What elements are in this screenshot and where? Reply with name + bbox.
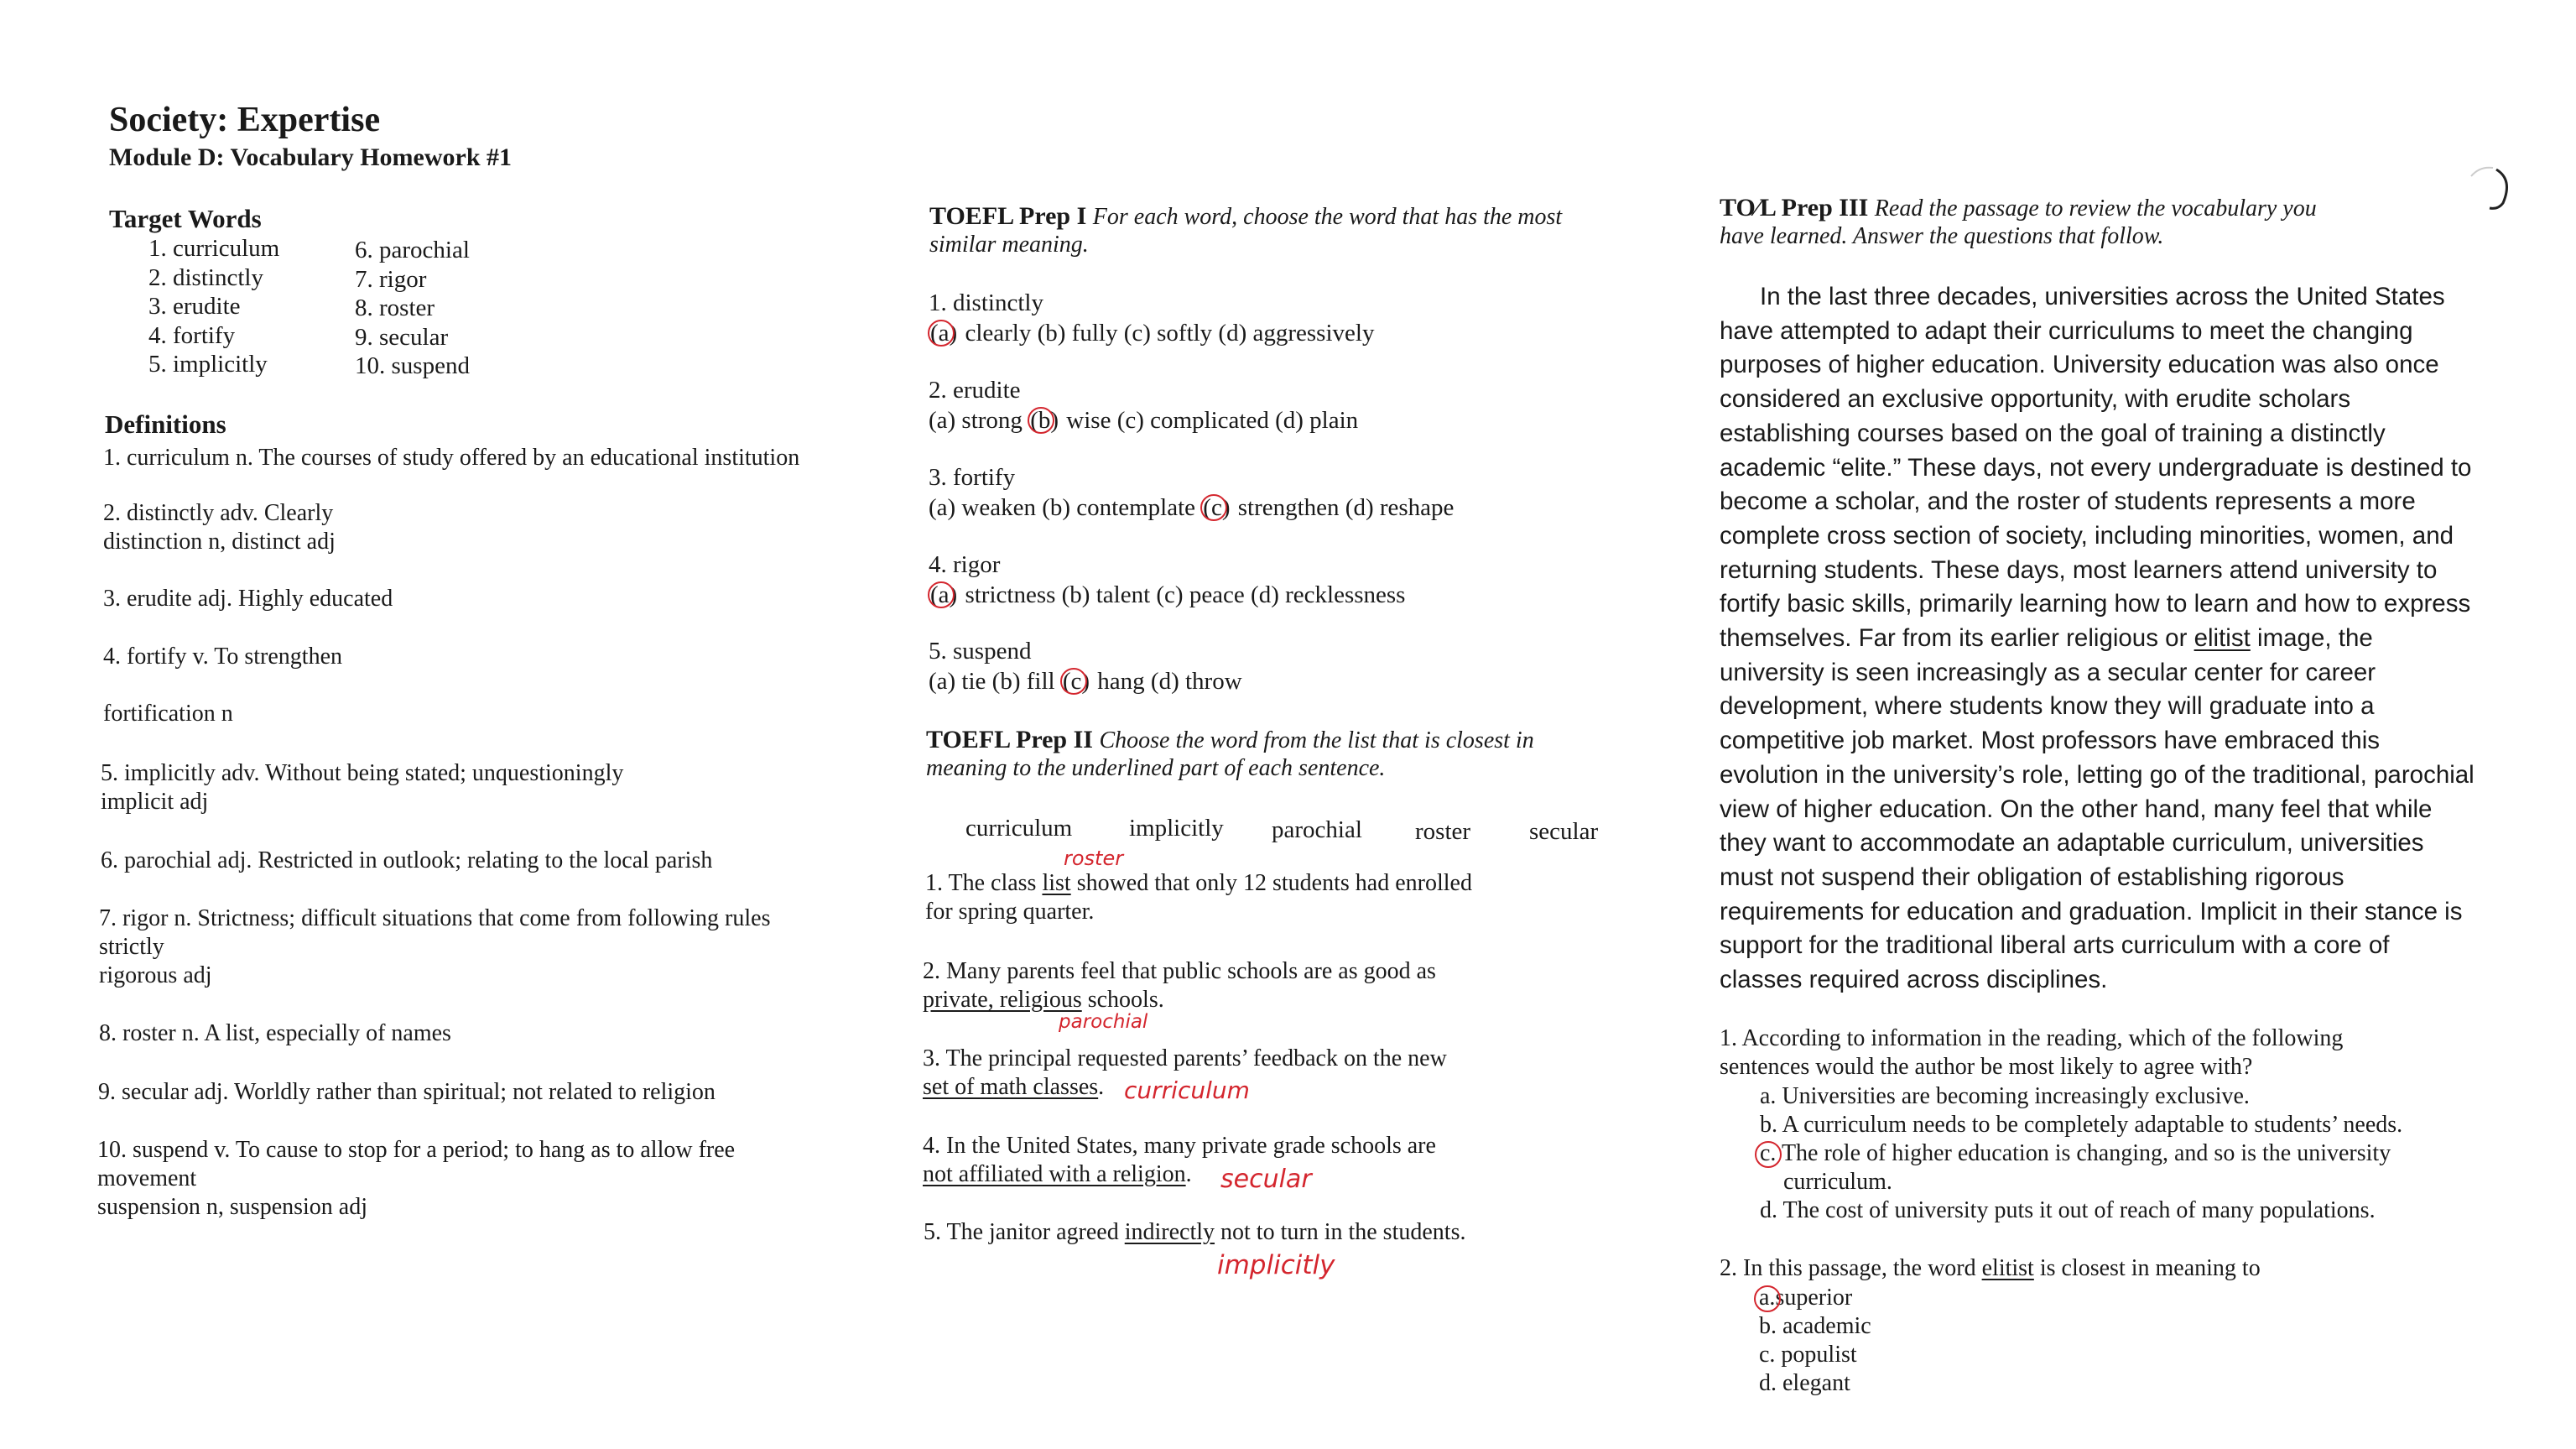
prep1-header [929, 201, 1562, 232]
answer-options: (a) weaken (b) contemplate (c) strengthen (d) reshape [929, 494, 1455, 521]
answer-options: (a) tie (b) fill (c) hang (d) throw [929, 668, 1242, 695]
definition-item [97, 1136, 735, 1222]
prep2-instruction-cont: meaning to the underlined part of each sentence. [926, 755, 1386, 781]
circled-answer: (b) [1028, 405, 1060, 435]
definition-line: 5. implicitly adv. Without being stated; unquestioningly [101, 760, 624, 786]
reading-passage: In the last three decades, universities across the United States have attempted to adapt their curriculums to meet the changing purposes of higher education. University education was also once considered an exclusive opportunity, with erudite scholars establishing courses based on the goal of training a distinctly academic “elite.” These days, not every undergraduate is destined to become a scholar, and the roster of students represents a more complete cross section of society, including minorities, women, and returning students. These days, most learners attend university to fortify basic skills, primarily learning how to learn and how to express themselves. Far from its earlier religious or elitist image, the university is seen increasingly as a secular center for career development, where students know they will graduate into a competitive job market. Most professors have embraced this evolution in the university’s role, letting go of the traditional, parochial view of higher education. On the other hand, many feel that while they want to accommodate an adaptable curriculum, universities must not suspend their obligation of establishing rigorous requirements for education and graduation. Implicit in their stance is support for the traditional liberal arts curriculum with a core of classes required across disciplines. [1720, 283, 2475, 994]
definition-item [103, 444, 799, 472]
definitions-heading: Definitions [105, 409, 226, 439]
circled-answer: (a) [929, 580, 959, 610]
target-word: 3. erudite [148, 293, 241, 320]
word-bank-item: roster [1415, 818, 1471, 845]
prep3-q1-options: a. Universities are becoming increasingly exclusive. b. A curriculum needs to be completely adaptable to students’ needs. c. The role of higher education is changing, and so is the university curriculum. d. The cost of university puts it out of reach of many populations. [1760, 1082, 2402, 1225]
underlined-phrase: indirectly [1124, 1219, 1215, 1245]
prep2-question: 1. The class list showed that only 12 students had enrolled for spring quarter. [925, 870, 1472, 925]
word-bank-item: secular [1529, 818, 1599, 845]
question-word: 1. distinctly [929, 289, 1043, 316]
answer-option: b. academic [1759, 1313, 1871, 1339]
definition-item [101, 847, 712, 875]
answer-options: (a) strictness (b) talent (c) peace (d) recklessness [929, 580, 1405, 610]
underlined-phrase: list [1042, 870, 1071, 896]
prep1-question [929, 375, 1358, 435]
prep1-heading: TOEFL Prep I [929, 202, 1087, 230]
definition-line: fortification n [103, 701, 233, 727]
underlined-word: elitist [1981, 1255, 2034, 1281]
page-title: Society: Expertise [109, 101, 381, 139]
target-word: 4. fortify [148, 321, 236, 349]
answer-options: (a) strong (b) wise (c) complicated (d) plain [929, 407, 1359, 434]
prep3-instruction-cont: have learned. Answer the questions that follow. [1720, 223, 2164, 249]
definition-item [103, 585, 393, 613]
target-word: 2. distinctly [148, 263, 263, 291]
target-word: 5. implicitly [148, 351, 268, 378]
prep3-heading: TO⁄L Prep III [1720, 194, 1869, 222]
target-word: 10. suspend [355, 352, 470, 379]
definition-line: 8. roster n. A list, especially of names [99, 1020, 451, 1046]
word-bank-item: parochial [1272, 816, 1362, 843]
prep2-question: 3. The principal requested parents’ feedback on the new set of math classes. [923, 1045, 1447, 1100]
prep1-question [929, 550, 1405, 610]
target-word: 7. rigor [355, 265, 427, 293]
target-word: 8. roster [355, 294, 435, 321]
prep2-instruction: Choose the word from the list that is closest in [1099, 727, 1534, 753]
definition-line: distinction n, distinct adj [103, 529, 336, 555]
definition-item [98, 1078, 716, 1107]
handwritten-answer: parochial [1059, 1011, 1148, 1033]
definition-line: 6. parochial adj. Restricted in outlook; relating to the local parish [101, 847, 713, 873]
definition-line: movement [97, 1165, 197, 1191]
underlined-word: elitist [2194, 624, 2251, 653]
question-word: 3. fortify [929, 464, 1016, 491]
definition-line: 3. erudite adj. Highly educated [103, 586, 393, 612]
definition-item [99, 904, 770, 990]
definition-line: 9. secular adj. Worldly rather than spiritual; not related to religion [98, 1079, 716, 1105]
handwritten-answer: curriculum [1124, 1076, 1250, 1104]
word-bank-item: implicitly [1129, 815, 1224, 842]
handwritten-answer: secular [1220, 1165, 1312, 1194]
definition-line: implicit adj [101, 789, 209, 815]
answer-options: (a) clearly (b) fully (c) softly (d) aggressively [929, 318, 1374, 348]
page-subtitle: Module D: Vocabulary Homework #1 [109, 143, 512, 171]
target-words-right-list [355, 236, 470, 381]
definition-item [99, 1019, 451, 1048]
definition-item [103, 499, 336, 556]
prep2-question: 2. Many parents feel that public schools are as good as private, religious schools. [923, 958, 1436, 1013]
prep1-instruction-cont: similar meaning. [929, 232, 1089, 258]
prep3-question-2: 2. In this passage, the word elitist is closest in meaning to [1720, 1255, 2261, 1281]
answer-option: c. The role of higher education is changing, and so is the university [1760, 1139, 2402, 1168]
definition-item [101, 759, 623, 816]
target-words-heading: Target Words [109, 204, 262, 233]
prep3-q2-options [1759, 1284, 1871, 1398]
definition-line: suspension n, suspension adj [97, 1194, 367, 1220]
prep3-header [1720, 193, 2317, 224]
answer-option: b. A curriculum needs to be completely adaptable to students’ needs. [1760, 1112, 2403, 1138]
definition-line: 10. suspend v. To cause to stop for a period; to hang as to allow free [97, 1137, 736, 1163]
binder-hole-mark [2464, 164, 2516, 213]
answer-option: a. Universities are becoming increasingly exclusive. [1760, 1083, 2250, 1109]
prep3-question-1: 1. According to information in the reading, which of the following sentences would the author be most likely to agree with? [1720, 1025, 2344, 1080]
answer-option: d. elegant [1759, 1370, 1850, 1396]
target-word: 1. curriculum [148, 235, 280, 262]
handwritten-answer: implicitly [1217, 1250, 1335, 1280]
circled-answer: a. [1759, 1284, 1775, 1312]
answer-option: d. The cost of university puts it out of reach of many populations. [1760, 1197, 2376, 1223]
definition-line: 7. rigor n. Strictness; difficult situations that come from following rules [99, 905, 771, 931]
prep1-question [929, 636, 1242, 696]
definition-item [103, 643, 342, 671]
answer-option: a. superior [1759, 1284, 1871, 1312]
answer-option: c. populist [1759, 1342, 1857, 1368]
circled-answer: (a) [929, 318, 959, 348]
prep1-question [929, 288, 1374, 348]
prep2-question: 4. In the United States, many private grade schools are not affiliated with a religion. [923, 1133, 1436, 1187]
underlined-phrase: set of math classes [923, 1074, 1099, 1100]
definition-line: strictly [99, 934, 164, 960]
target-word: 6. parochial [355, 237, 470, 263]
circled-answer: (c) [1201, 493, 1231, 523]
definition-line: rigorous adj [99, 962, 212, 988]
question-word: 2. erudite [929, 377, 1021, 404]
circled-answer: (c) [1061, 666, 1091, 696]
underlined-phrase: not affiliated with a religion [923, 1161, 1186, 1187]
definition-line: 1. curriculum n. The courses of study offered by an educational institution [103, 445, 800, 471]
prep1-instruction: For each word, choose the word that has the most [1092, 204, 1563, 230]
circled-answer: c. [1760, 1139, 1776, 1168]
prep1-question [929, 462, 1454, 523]
underlined-phrase: private, religious [923, 987, 1082, 1013]
handwritten-answer: roster [1064, 847, 1124, 870]
prep3-instruction: Read the passage to review the vocabulary you [1874, 195, 2317, 222]
prep2-question: 5. The janitor agreed indirectly not to turn in the students. [924, 1219, 1466, 1245]
question-word: 4. rigor [929, 551, 1001, 578]
target-word: 9. secular [355, 323, 449, 351]
word-bank-item: curriculum [965, 815, 1073, 842]
target-words-left-list [148, 234, 279, 379]
definition-line: 2. distinctly adv. Clearly [103, 500, 334, 526]
prep2-heading: TOEFL Prep II [926, 726, 1093, 753]
question-word: 5. suspend [929, 638, 1032, 665]
prep2-header [926, 725, 1534, 756]
definition-item [103, 700, 233, 728]
definition-line: 4. fortify v. To strengthen [103, 644, 342, 670]
